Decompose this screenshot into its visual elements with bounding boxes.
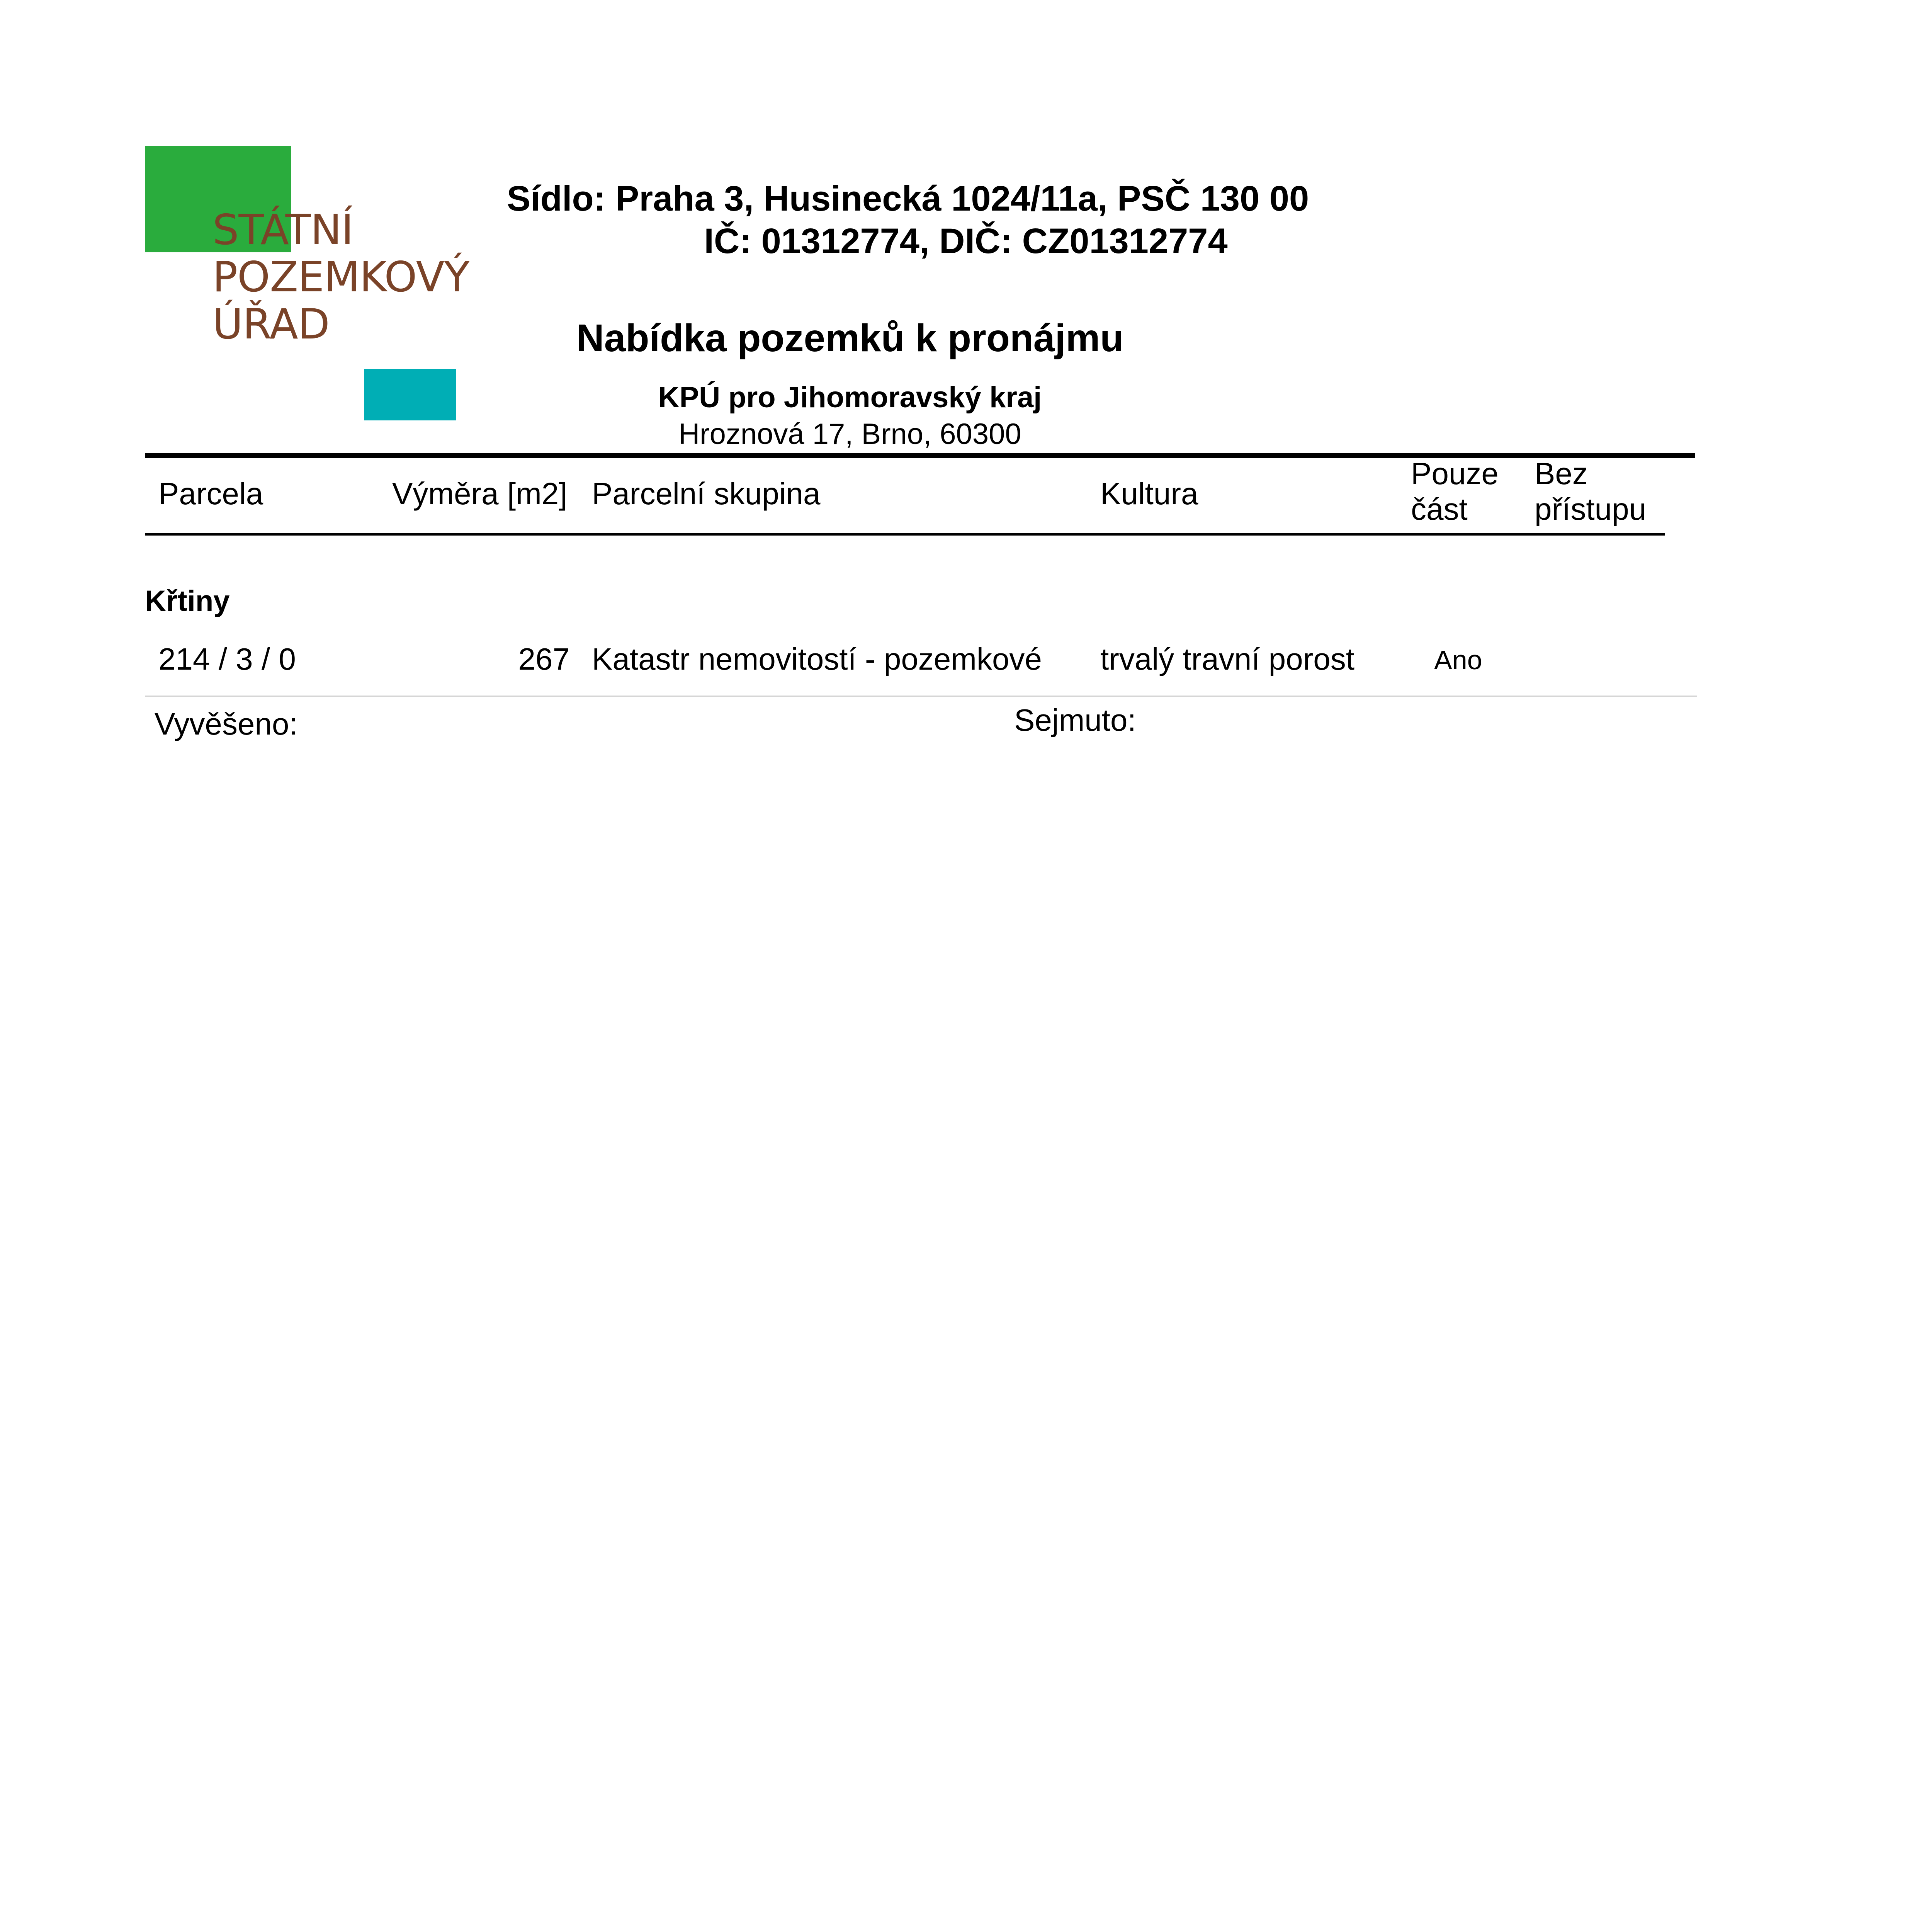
- column-header-bez-line-2: přístupu: [1535, 492, 1647, 526]
- cell-parcela: 214 / 3 / 0: [158, 642, 296, 676]
- column-header-bez-line-1: Bez: [1535, 456, 1588, 491]
- cell-vymera: 267: [518, 642, 570, 676]
- column-header-skupina: Parcelní skupina: [592, 476, 821, 511]
- row-divider: [145, 696, 1697, 697]
- page-title: Nabídka pozemků k pronájmu: [576, 316, 1124, 360]
- removed-label: Sejmuto:: [1014, 703, 1136, 737]
- column-header-parcela: Parcela: [158, 476, 263, 511]
- column-header-bez-pristupu: [1535, 456, 1646, 527]
- table-header-rule: [145, 533, 1665, 536]
- logo-line-3: ÚŘAD: [212, 300, 330, 349]
- posted-label: Vyvěšeno:: [155, 707, 298, 741]
- cell-skupina: Katastr nemovitostí - pozemkové: [592, 642, 1042, 676]
- header-office: KPÚ pro Jihomoravský kraj: [658, 381, 1042, 414]
- group-name: Křtiny: [145, 585, 230, 617]
- cell-pouze-cast: Ano: [1434, 645, 1482, 675]
- header-address: Hroznová 17, Brno, 60300: [678, 418, 1021, 451]
- column-header-pouze-cast: [1411, 456, 1499, 527]
- logo-line-1: STÁTNÍ: [212, 206, 353, 254]
- header-ids: IČ: 01312774, DIČ: CZ01312774: [704, 221, 1228, 261]
- column-header-pouze-line-1: Pouze: [1411, 456, 1499, 491]
- cell-kultura: trvalý travní porost: [1100, 642, 1355, 676]
- column-header-pouze-line-2: část: [1411, 492, 1468, 526]
- logo-line-2: POZEMKOVÝ: [212, 253, 469, 301]
- column-header-kultura: Kultura: [1100, 476, 1198, 511]
- column-header-vymera: Výměra [m2]: [392, 476, 568, 511]
- header-seat: Sídlo: Praha 3, Husinecká 1024/11a, PSČ 130 00: [506, 179, 1309, 218]
